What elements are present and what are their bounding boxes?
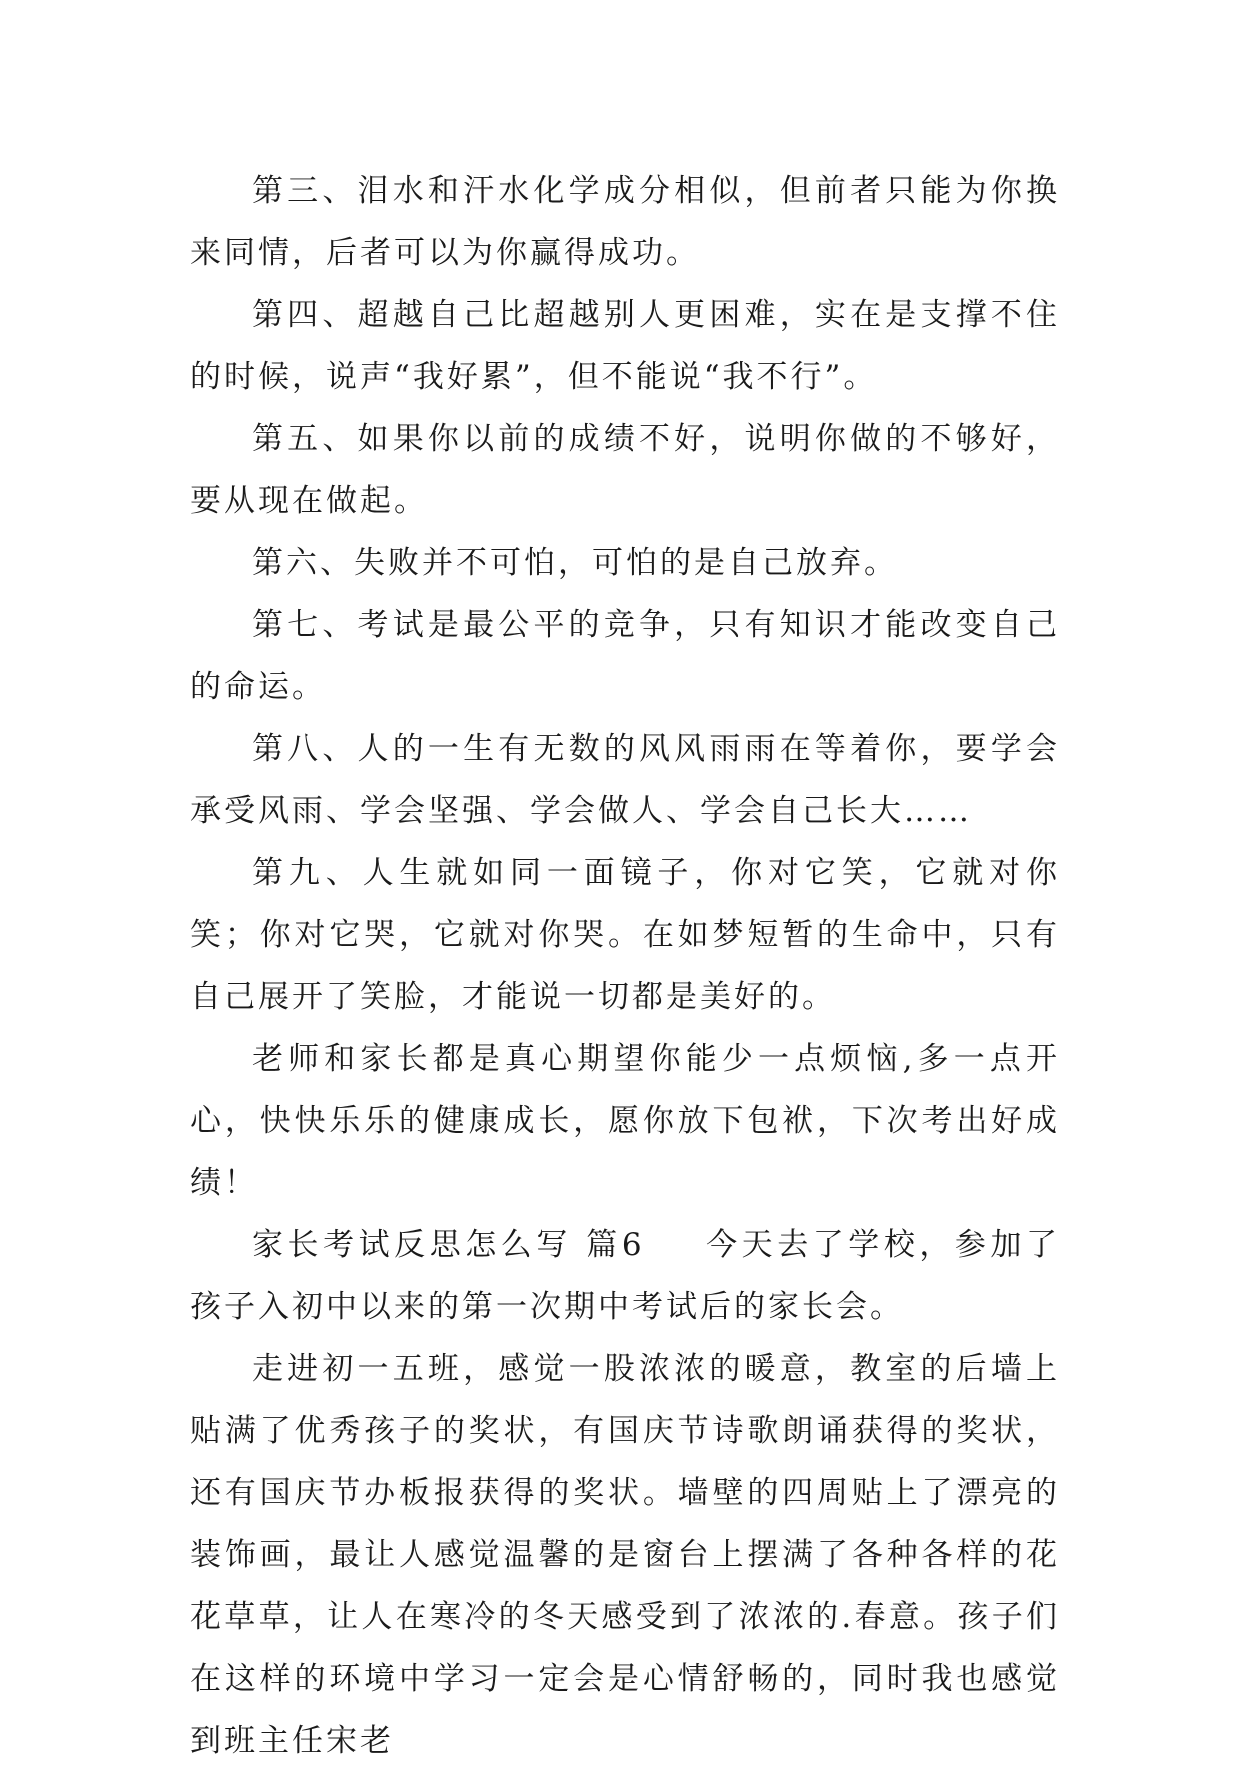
final-paragraph: 走进初一五班，感觉一股浓浓的暖意，教室的后墙上贴满了优秀孩子的奖状，有国庆节诗歌朗诵获得的奖状，还有国庆节办板报获得的奖状。墙壁的四周贴上了漂亮的装饰画，最让人感觉温馨的是窗台上摆满了各种各样的花花草草，让人在寒冷的冬天感受到了浓浓的.春意。孩子们在这样的环境中学习一定会是心情舒畅的，同时我也感觉到班主任宋老 [190, 1351, 1060, 1759]
section-heading: 家长考试反思怎么写 篇6 [252, 1227, 645, 1263]
section-6-paragraph [190, 1214, 1060, 1338]
paragraph-7: 第七、考试是最公平的竞争，只有知识才能改变自己的命运。 [190, 607, 1060, 705]
paragraph-8: 第八、人的一生有无数的风风雨雨在等着你，要学会承受风雨、学会坚强、学会做人、学会自己长大…… [190, 731, 1060, 829]
closing-paragraph: 老师和家长都是真心期望你能少一点烦恼,多一点开心，快快乐乐的健康成长，愿你放下包袱，下次考出好成绩！ [190, 1041, 1060, 1201]
paragraph-9: 第九、人生就如同一面镜子，你对它笑，它就对你笑；你对它哭，它就对你哭。在如梦短暂的生命中，只有自己展开了笑脸，才能说一切都是美好的。 [190, 855, 1060, 1015]
paragraph-4: 第四、超越自己比超越别人更困难，实在是支撑不住的时候，说声“我好累”，但不能说“我不行”。 [190, 297, 1060, 395]
paragraph-3: 第三、泪水和汗水化学成分相似，但前者只能为你换来同情，后者可以为你赢得成功。 [190, 173, 1060, 271]
document-body [190, 160, 1060, 1772]
paragraph-5: 第五、如果你以前的成绩不好，说明你做的不够好，要从现在做起。 [190, 421, 1060, 519]
paragraph-6: 第六、失败并不可怕，可怕的是自己放弃。 [252, 545, 898, 581]
section-intro: 今天去了学校，参加了孩子入初中以来的第一次期中考试后的家长会。 [190, 1227, 1061, 1325]
